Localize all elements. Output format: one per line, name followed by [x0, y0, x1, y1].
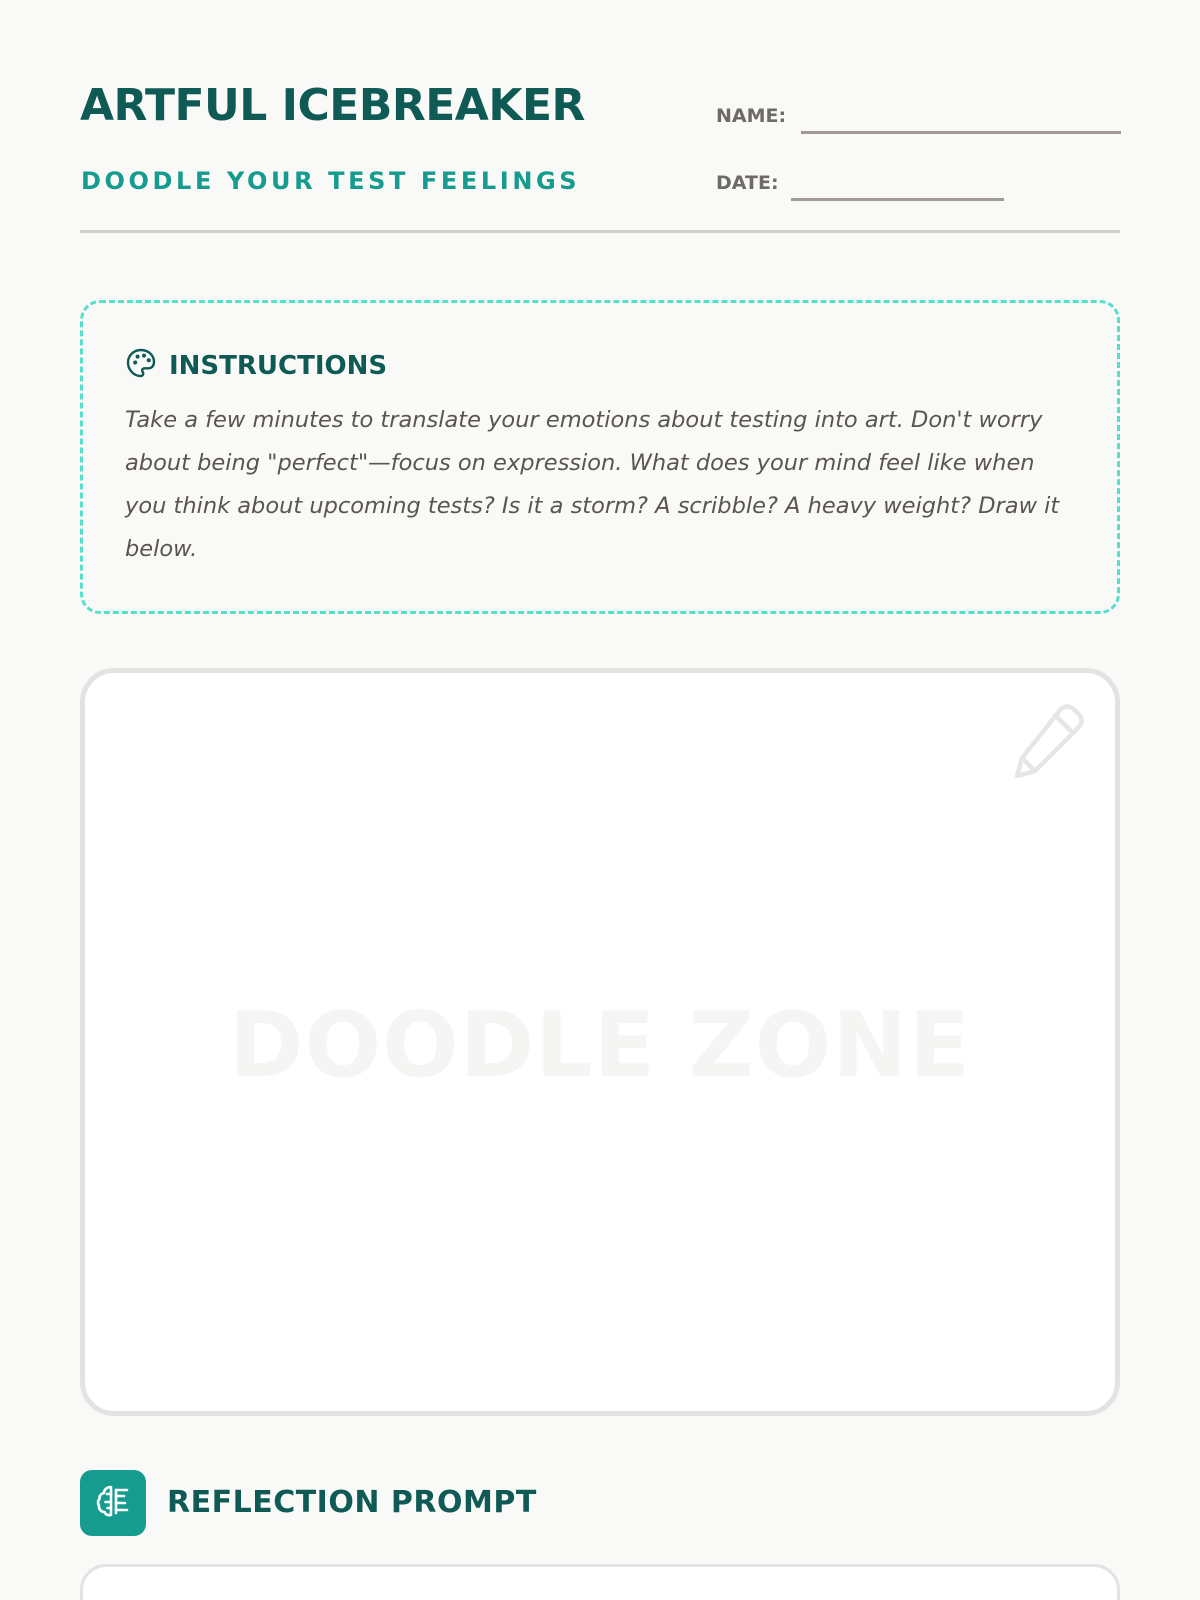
name-label: NAME:	[716, 105, 787, 127]
reflection-answer-box[interactable]	[80, 1564, 1120, 1600]
pencil-icon	[1007, 701, 1087, 781]
header-divider	[80, 230, 1120, 233]
brain-icon	[94, 1482, 132, 1525]
doodle-zone[interactable]	[80, 668, 1120, 1416]
reflection-title: REFLECTION PROMPT	[167, 1485, 537, 1520]
date-field[interactable]	[791, 198, 1004, 201]
instructions-title: INSTRUCTIONS	[169, 350, 388, 381]
doodle-zone-watermark: DOODLE ZONE	[228, 993, 972, 1098]
instructions-header	[125, 347, 387, 384]
page-title: ARTFUL ICEBREAKER	[80, 80, 585, 131]
page-subtitle: DOODLE YOUR TEST FEELINGS	[81, 167, 581, 195]
instructions-box	[80, 300, 1120, 614]
reflection-badge	[80, 1470, 146, 1536]
name-field[interactable]	[801, 131, 1121, 134]
date-label: DATE:	[716, 172, 779, 194]
instructions-text: Take a few minutes to translate your emotions about testing into art. Don't worry about being "perfect"—focus on expression. What does your mind feel like when you think about upcoming tests? Is it a storm? A scribble? A heavy weight? Draw it below.	[125, 407, 1060, 562]
palette-icon	[125, 347, 157, 384]
